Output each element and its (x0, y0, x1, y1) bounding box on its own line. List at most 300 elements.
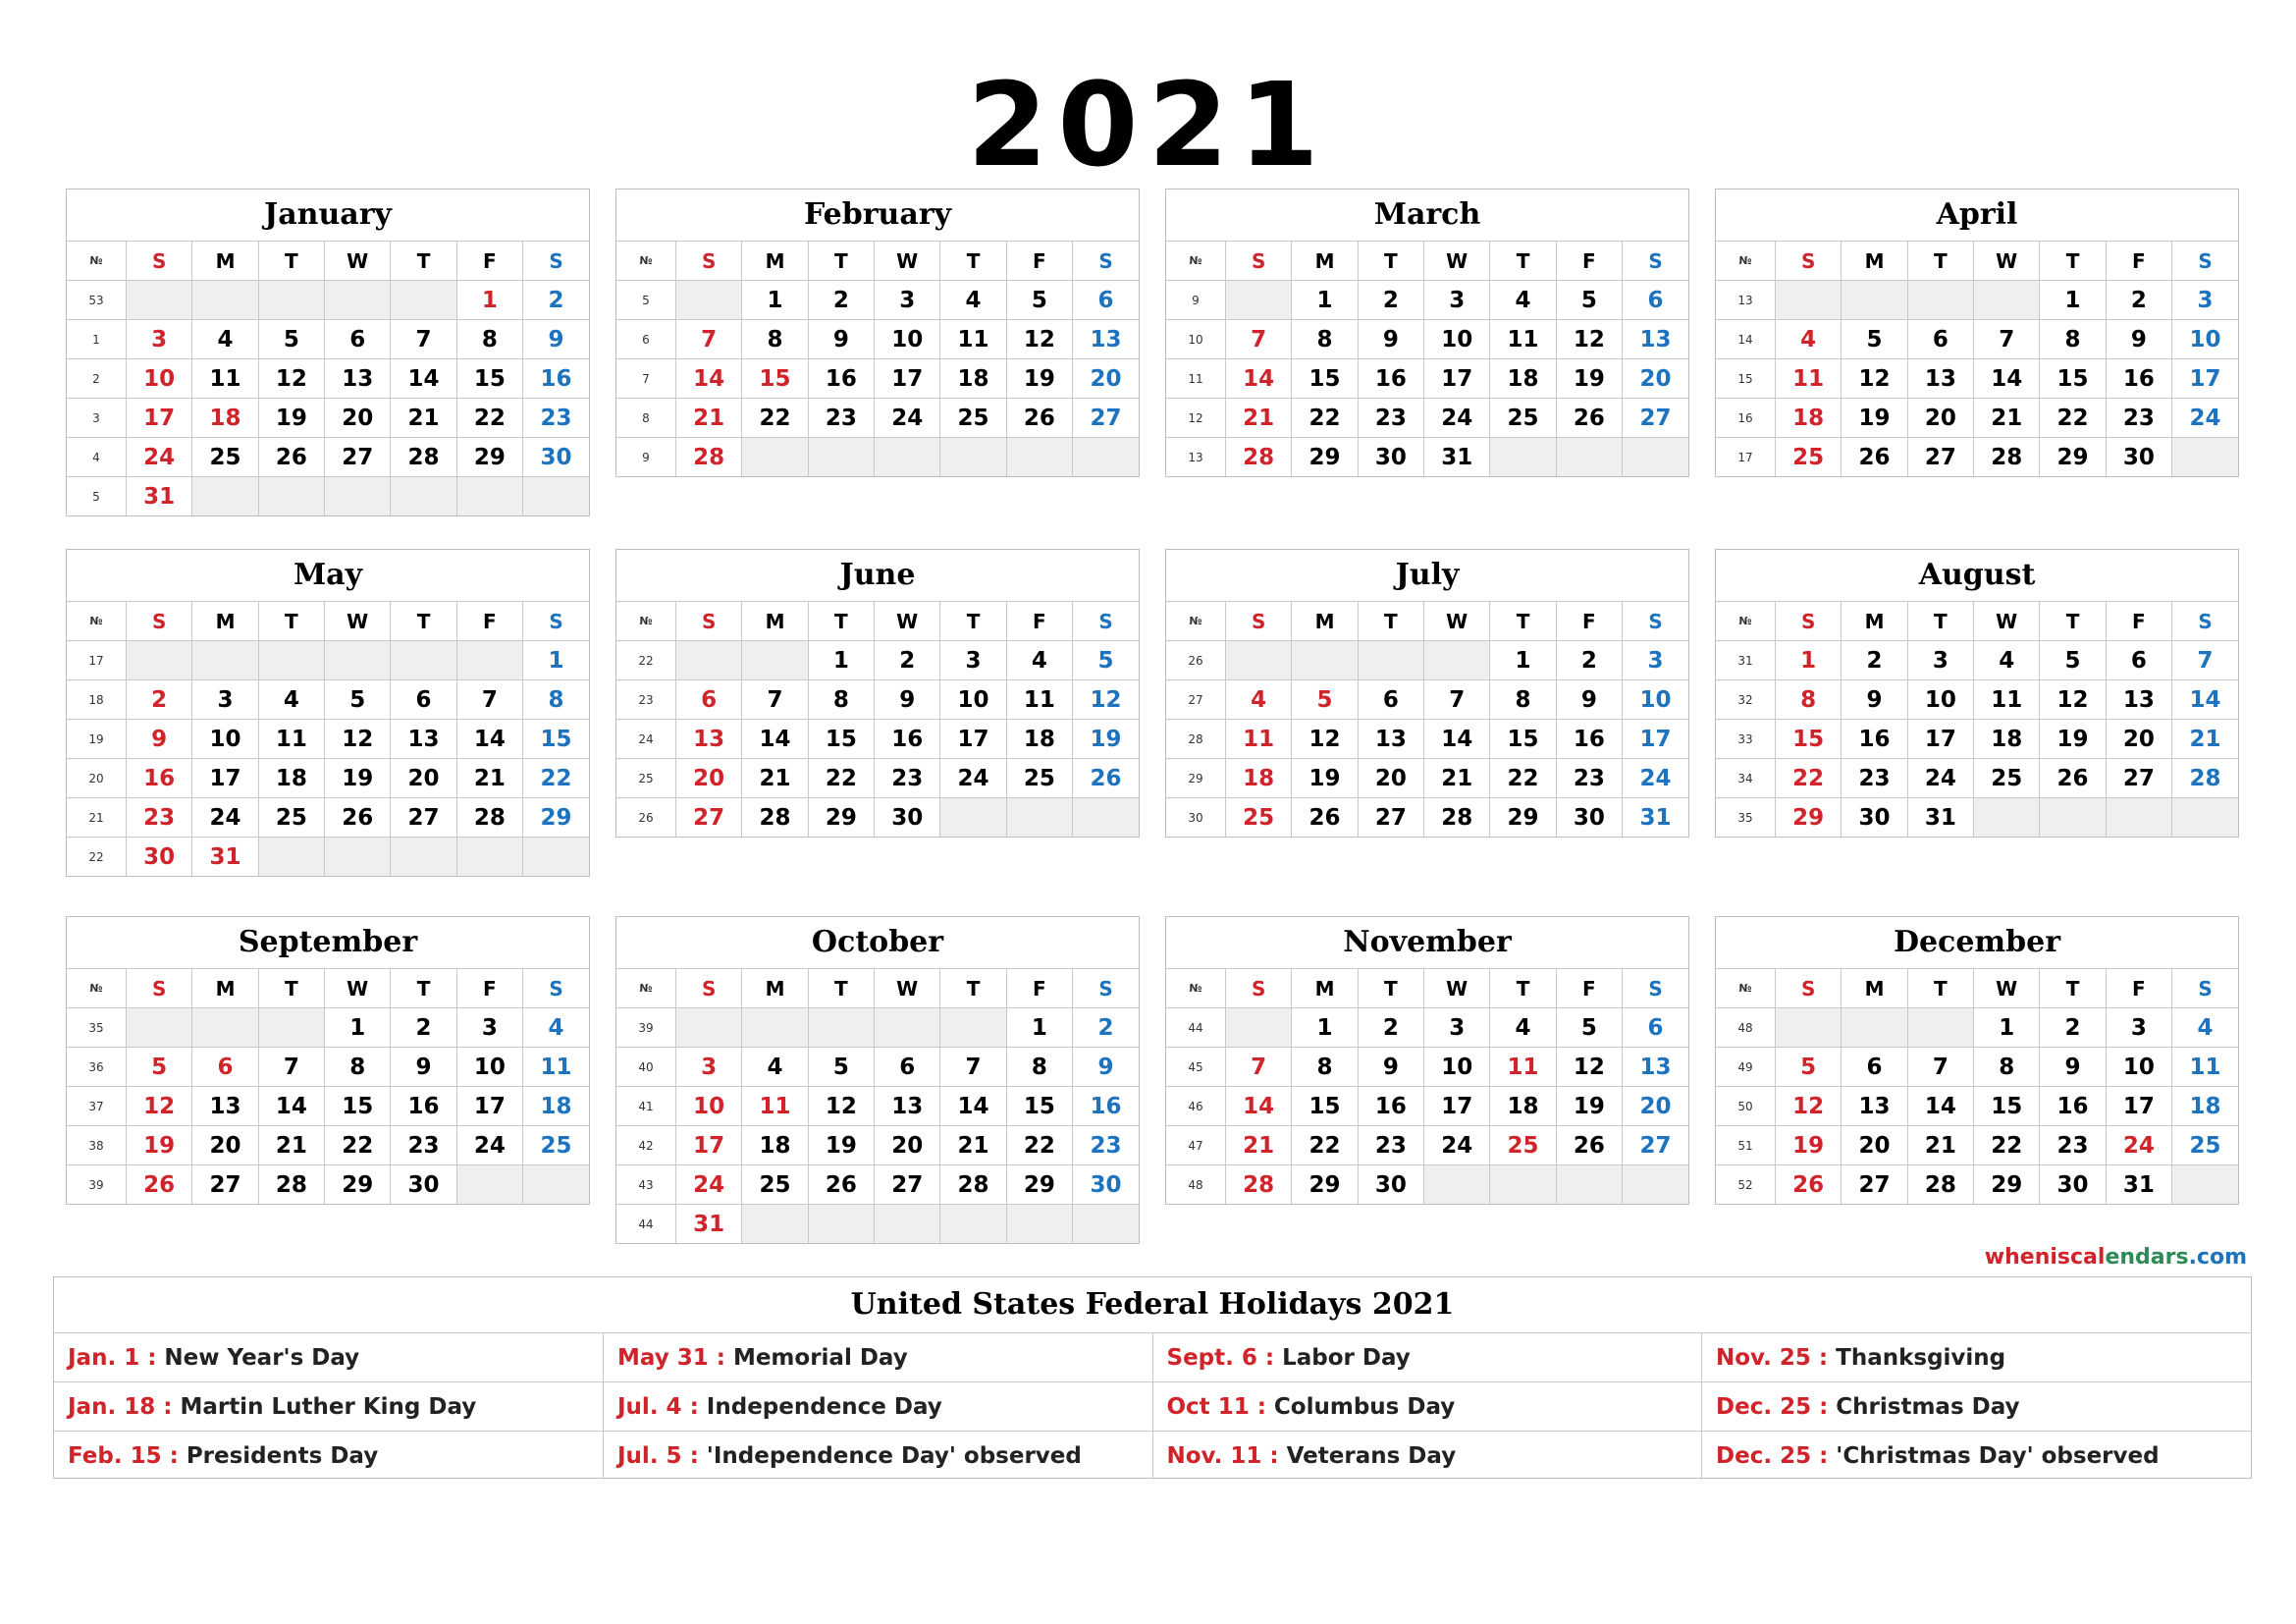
month-title: January (67, 189, 589, 242)
day-cell: 3 (2172, 281, 2238, 320)
holiday-entry (54, 1333, 604, 1382)
empty-day-cell (1073, 438, 1139, 477)
week-row (1166, 1165, 1688, 1205)
week-number: 15 (1716, 359, 1776, 399)
week-row (67, 838, 589, 877)
day-cell: 3 (940, 641, 1006, 680)
empty-day-cell (1073, 798, 1139, 838)
day-cell: 8 (742, 320, 808, 359)
week-row (67, 438, 589, 477)
week-row (1716, 359, 2238, 399)
month-title: February (616, 189, 1139, 242)
day-cell: 5 (2040, 641, 2106, 680)
day-cell: 28 (391, 438, 456, 477)
day-cell: 8 (808, 680, 874, 720)
day-cell: 3 (2106, 1008, 2171, 1048)
day-cell: 12 (1292, 720, 1358, 759)
empty-day-cell (1974, 281, 2040, 320)
day-cell: 11 (2172, 1048, 2238, 1087)
weekday-label: S (523, 969, 589, 1008)
day-cell: 5 (808, 1048, 874, 1087)
week-row (1716, 281, 2238, 320)
empty-day-cell (127, 641, 192, 680)
day-cell: 9 (2106, 320, 2171, 359)
day-cell: 29 (325, 1165, 391, 1205)
day-cell: 12 (1776, 1087, 1842, 1126)
empty-day-cell (456, 477, 522, 516)
day-cell: 28 (1974, 438, 2040, 477)
holiday-date: Sept. 6 (1166, 1344, 1257, 1371)
day-cell: 2 (2040, 1008, 2106, 1048)
empty-day-cell (1623, 438, 1688, 477)
day-cell: 24 (1907, 759, 1973, 798)
day-cell: 4 (1490, 1008, 1556, 1048)
week-row (1166, 1008, 1688, 1048)
day-cell: 9 (127, 720, 192, 759)
week-row (1716, 1126, 2238, 1165)
day-cell: 26 (2040, 759, 2106, 798)
week-row (1166, 320, 1688, 359)
holiday-separator: : (681, 1442, 707, 1469)
day-cell: 27 (1907, 438, 1973, 477)
day-cell: 4 (1974, 641, 2040, 680)
day-cell: 21 (391, 399, 456, 438)
day-cell: 17 (2172, 359, 2238, 399)
day-cell: 9 (1556, 680, 1622, 720)
day-cell: 5 (1776, 1048, 1842, 1087)
empty-day-cell (1006, 798, 1072, 838)
day-cell: 28 (258, 1165, 324, 1205)
week-row (616, 720, 1139, 759)
day-cell: 23 (1358, 1126, 1423, 1165)
day-cell: 13 (676, 720, 742, 759)
weekday-label: F (1006, 242, 1072, 281)
day-cell: 15 (1006, 1087, 1072, 1126)
day-cell: 1 (523, 641, 589, 680)
day-cell: 6 (1623, 281, 1688, 320)
month-grid (616, 242, 1139, 476)
day-cell: 3 (1907, 641, 1973, 680)
empty-day-cell (2172, 798, 2238, 838)
day-cell: 23 (1073, 1126, 1139, 1165)
day-cell: 10 (1424, 320, 1490, 359)
day-cell: 8 (325, 1048, 391, 1087)
holiday-date: Jan. 1 (68, 1344, 140, 1371)
day-cell: 11 (1776, 359, 1842, 399)
day-cell: 13 (1907, 359, 1973, 399)
week-row (616, 281, 1139, 320)
day-cell: 17 (1424, 1087, 1490, 1126)
day-cell: 7 (1226, 1048, 1292, 1087)
day-cell: 15 (523, 720, 589, 759)
month-may (66, 549, 590, 877)
weekday-label: M (1842, 602, 1907, 641)
empty-day-cell (742, 1205, 808, 1244)
week-row (1716, 1165, 2238, 1205)
day-cell: 7 (940, 1048, 1006, 1087)
empty-day-cell (1490, 438, 1556, 477)
day-cell: 7 (676, 320, 742, 359)
day-cell: 5 (1006, 281, 1072, 320)
day-cell: 10 (2106, 1048, 2171, 1087)
day-cell: 13 (875, 1087, 940, 1126)
weekday-label: T (808, 969, 874, 1008)
empty-day-cell (523, 1165, 589, 1205)
day-cell: 14 (1974, 359, 2040, 399)
week-row (1166, 641, 1688, 680)
weekday-header-row (1716, 242, 2238, 281)
empty-day-cell (456, 1165, 522, 1205)
month-april (1715, 189, 2239, 477)
week-row (1716, 438, 2238, 477)
watermark-part-3: .com (2188, 1245, 2247, 1270)
empty-day-cell (127, 1008, 192, 1048)
weekday-label: W (1974, 242, 2040, 281)
day-cell: 7 (1424, 680, 1490, 720)
holiday-date: Feb. 15 (68, 1442, 162, 1469)
day-cell: 24 (1424, 1126, 1490, 1165)
day-cell: 11 (742, 1087, 808, 1126)
day-cell: 18 (523, 1087, 589, 1126)
day-cell: 26 (325, 798, 391, 838)
week-number: 9 (1166, 281, 1226, 320)
empty-day-cell (1623, 1165, 1688, 1205)
day-cell: 31 (1623, 798, 1688, 838)
holiday-entry (54, 1382, 604, 1432)
holiday-separator: : (161, 1442, 187, 1469)
day-cell: 2 (808, 281, 874, 320)
day-cell: 20 (192, 1126, 258, 1165)
week-number: 5 (616, 281, 676, 320)
week-number: 9 (616, 438, 676, 477)
empty-day-cell (456, 641, 522, 680)
day-cell: 5 (127, 1048, 192, 1087)
day-cell: 29 (523, 798, 589, 838)
day-cell: 11 (523, 1048, 589, 1087)
week-row (616, 320, 1139, 359)
day-cell: 20 (1073, 359, 1139, 399)
week-row (1716, 680, 2238, 720)
month-title: December (1716, 917, 2238, 969)
day-cell: 21 (456, 759, 522, 798)
weekday-label: W (325, 969, 391, 1008)
week-number-header: № (67, 242, 127, 281)
day-cell: 11 (1974, 680, 2040, 720)
week-row (67, 1048, 589, 1087)
day-cell: 7 (742, 680, 808, 720)
month-title: April (1716, 189, 2238, 242)
day-cell: 16 (808, 359, 874, 399)
week-number: 17 (67, 641, 127, 680)
week-row (616, 759, 1139, 798)
day-cell: 19 (1073, 720, 1139, 759)
holiday-date: May 31 (617, 1344, 709, 1371)
day-cell: 17 (1424, 359, 1490, 399)
weekday-label: S (2172, 242, 2238, 281)
day-cell: 4 (1226, 680, 1292, 720)
week-row (616, 1087, 1139, 1126)
day-cell: 20 (325, 399, 391, 438)
empty-day-cell (1842, 1008, 1907, 1048)
day-cell: 30 (127, 838, 192, 877)
day-cell: 11 (940, 320, 1006, 359)
empty-day-cell (1073, 1205, 1139, 1244)
empty-day-cell (940, 438, 1006, 477)
weekday-label: W (325, 242, 391, 281)
day-cell: 10 (676, 1087, 742, 1126)
day-cell: 25 (523, 1126, 589, 1165)
empty-day-cell (258, 477, 324, 516)
day-cell: 23 (1842, 759, 1907, 798)
weekday-label: T (391, 969, 456, 1008)
empty-day-cell (1292, 641, 1358, 680)
week-number: 11 (1166, 359, 1226, 399)
day-cell: 30 (1556, 798, 1622, 838)
weekday-label: S (1623, 969, 1688, 1008)
day-cell: 30 (1358, 1165, 1423, 1205)
week-row (67, 641, 589, 680)
holiday-date: Jul. 4 (617, 1393, 682, 1420)
week-number: 46 (1166, 1087, 1226, 1126)
holidays-panel (53, 1276, 2252, 1479)
day-cell: 4 (523, 1008, 589, 1048)
week-row (1166, 399, 1688, 438)
day-cell: 19 (1556, 359, 1622, 399)
day-cell: 15 (1292, 359, 1358, 399)
holiday-name: 'Independence Day' observed (706, 1442, 1082, 1469)
day-cell: 3 (1424, 1008, 1490, 1048)
day-cell: 5 (1556, 281, 1622, 320)
day-cell: 22 (1490, 759, 1556, 798)
empty-day-cell (1424, 1165, 1490, 1205)
holiday-name: New Year's Day (164, 1344, 360, 1371)
weekday-label: W (1424, 969, 1490, 1008)
month-grid (616, 969, 1139, 1243)
weekday-label: T (808, 242, 874, 281)
empty-day-cell (325, 641, 391, 680)
week-row (67, 399, 589, 438)
day-cell: 17 (127, 399, 192, 438)
holiday-separator: : (139, 1344, 165, 1371)
weekday-label: S (2172, 969, 2238, 1008)
day-cell: 10 (940, 680, 1006, 720)
weekday-label: S (2172, 602, 2238, 641)
day-cell: 15 (742, 359, 808, 399)
day-cell: 6 (1073, 281, 1139, 320)
day-cell: 4 (742, 1048, 808, 1087)
week-number: 23 (616, 680, 676, 720)
weekday-label: S (1623, 242, 1688, 281)
day-cell: 21 (742, 759, 808, 798)
empty-day-cell (1226, 641, 1292, 680)
weekday-header-row (1166, 242, 1688, 281)
empty-day-cell (391, 838, 456, 877)
month-october (615, 916, 1140, 1244)
day-cell: 24 (676, 1165, 742, 1205)
day-cell: 9 (523, 320, 589, 359)
day-cell: 15 (2040, 359, 2106, 399)
day-cell: 6 (2106, 641, 2171, 680)
day-cell: 25 (1226, 798, 1292, 838)
day-cell: 21 (1226, 1126, 1292, 1165)
day-cell: 30 (2106, 438, 2171, 477)
weekday-label: M (192, 602, 258, 641)
day-cell: 6 (325, 320, 391, 359)
day-cell: 20 (676, 759, 742, 798)
week-row (67, 477, 589, 516)
empty-day-cell (1226, 281, 1292, 320)
week-row (616, 1165, 1139, 1205)
day-cell: 21 (1226, 399, 1292, 438)
day-cell: 4 (940, 281, 1006, 320)
day-cell: 16 (1358, 359, 1423, 399)
day-cell: 4 (1776, 320, 1842, 359)
day-cell: 26 (1006, 399, 1072, 438)
empty-day-cell (940, 1008, 1006, 1048)
day-cell: 26 (1776, 1165, 1842, 1205)
week-number: 6 (616, 320, 676, 359)
day-cell: 3 (676, 1048, 742, 1087)
day-cell: 17 (1623, 720, 1688, 759)
day-cell: 12 (1073, 680, 1139, 720)
day-cell: 20 (2106, 720, 2171, 759)
holiday-entry (604, 1382, 1153, 1432)
week-number: 35 (67, 1008, 127, 1048)
day-cell: 5 (258, 320, 324, 359)
week-row (1716, 1087, 2238, 1126)
day-cell: 24 (2172, 399, 2238, 438)
month-grid (67, 602, 589, 876)
day-cell: 29 (456, 438, 522, 477)
month-grid (616, 602, 1139, 837)
week-row (67, 320, 589, 359)
day-cell: 14 (1907, 1087, 1973, 1126)
empty-day-cell (1907, 1008, 1973, 1048)
empty-day-cell (1006, 1205, 1072, 1244)
empty-day-cell (1006, 438, 1072, 477)
day-cell: 13 (1623, 1048, 1688, 1087)
day-cell: 19 (1776, 1126, 1842, 1165)
month-june (615, 549, 1140, 838)
day-cell: 3 (1424, 281, 1490, 320)
week-row (616, 1048, 1139, 1087)
weekday-label: T (940, 242, 1006, 281)
weekday-label: T (258, 602, 324, 641)
week-number: 4 (67, 438, 127, 477)
weekday-header-row (1166, 969, 1688, 1008)
day-cell: 19 (1842, 399, 1907, 438)
empty-day-cell (875, 438, 940, 477)
week-number: 31 (1716, 641, 1776, 680)
day-cell: 14 (456, 720, 522, 759)
day-cell: 2 (1073, 1008, 1139, 1048)
watermark-part-1: wheniscal (1984, 1245, 2106, 1270)
day-cell: 8 (1490, 680, 1556, 720)
weekday-label: T (1358, 969, 1423, 1008)
day-cell: 13 (391, 720, 456, 759)
weekday-label: T (1358, 602, 1423, 641)
empty-day-cell (391, 477, 456, 516)
day-cell: 12 (808, 1087, 874, 1126)
day-cell: 1 (325, 1008, 391, 1048)
week-number-header: № (67, 602, 127, 641)
weekday-label: M (1842, 969, 1907, 1008)
week-number: 12 (1166, 399, 1226, 438)
week-number-header: № (1166, 602, 1226, 641)
day-cell: 12 (2040, 680, 2106, 720)
week-row (1166, 798, 1688, 838)
weekday-label: F (456, 242, 522, 281)
month-september (66, 916, 590, 1205)
day-cell: 24 (1623, 759, 1688, 798)
day-cell: 19 (1006, 359, 1072, 399)
week-number: 32 (1716, 680, 1776, 720)
day-cell: 21 (676, 399, 742, 438)
day-cell: 14 (1226, 359, 1292, 399)
week-number: 51 (1716, 1126, 1776, 1165)
holiday-name: Christmas Day (1836, 1393, 2020, 1420)
weekday-label: W (875, 969, 940, 1008)
day-cell: 13 (1623, 320, 1688, 359)
day-cell: 20 (1358, 759, 1423, 798)
empty-day-cell (325, 281, 391, 320)
empty-day-cell (456, 838, 522, 877)
holiday-name: 'Christmas Day' observed (1836, 1442, 2160, 1469)
day-cell: 20 (875, 1126, 940, 1165)
day-cell: 18 (1006, 720, 1072, 759)
day-cell: 15 (456, 359, 522, 399)
day-cell: 29 (1776, 798, 1842, 838)
week-number: 25 (616, 759, 676, 798)
day-cell: 18 (258, 759, 324, 798)
day-cell: 13 (1842, 1087, 1907, 1126)
day-cell: 1 (2040, 281, 2106, 320)
day-cell: 26 (1292, 798, 1358, 838)
weekday-label: S (1073, 969, 1139, 1008)
week-number: 42 (616, 1126, 676, 1165)
holiday-date: Jan. 18 (68, 1393, 156, 1420)
day-cell: 18 (940, 359, 1006, 399)
day-cell: 14 (391, 359, 456, 399)
day-cell: 10 (456, 1048, 522, 1087)
week-number: 40 (616, 1048, 676, 1087)
week-row (1166, 359, 1688, 399)
day-cell: 5 (1073, 641, 1139, 680)
day-cell: 5 (1842, 320, 1907, 359)
week-number-header: № (1716, 242, 1776, 281)
holiday-name: Memorial Day (732, 1344, 908, 1371)
week-row (1166, 759, 1688, 798)
month-grid (1166, 969, 1688, 1204)
day-cell: 25 (742, 1165, 808, 1205)
day-cell: 7 (2172, 641, 2238, 680)
day-cell: 16 (1073, 1087, 1139, 1126)
day-cell: 28 (1424, 798, 1490, 838)
day-cell: 12 (1006, 320, 1072, 359)
holiday-name: Independence Day (706, 1393, 942, 1420)
empty-day-cell (676, 281, 742, 320)
day-cell: 9 (875, 680, 940, 720)
week-number: 26 (1166, 641, 1226, 680)
empty-day-cell (127, 281, 192, 320)
day-cell: 1 (1776, 641, 1842, 680)
day-cell: 8 (1006, 1048, 1072, 1087)
day-cell: 11 (1490, 1048, 1556, 1087)
week-number: 52 (1716, 1165, 1776, 1205)
day-cell: 23 (2106, 399, 2171, 438)
day-cell: 12 (1556, 320, 1622, 359)
week-number: 14 (1716, 320, 1776, 359)
